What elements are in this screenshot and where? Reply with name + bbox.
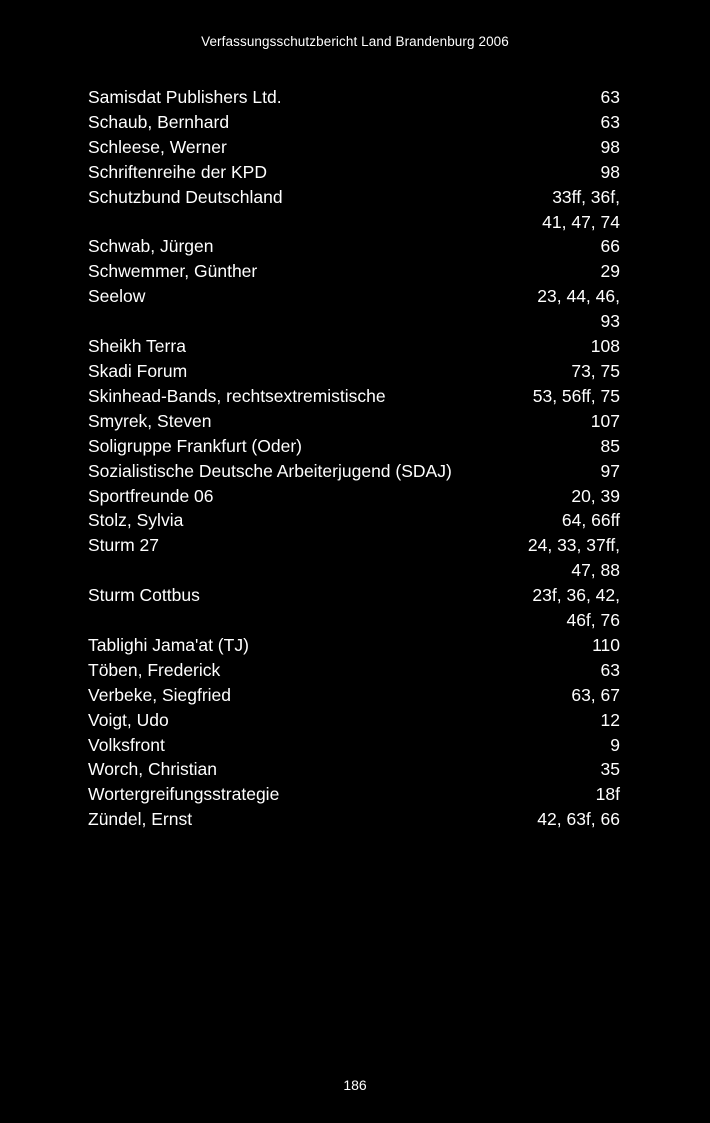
page-ref-line: 63 — [600, 659, 620, 680]
page-ref-line: 33ff, 36f, — [552, 186, 620, 207]
index-entry — [88, 284, 620, 334]
index-term: Worch, Christian — [88, 759, 218, 780]
index-term: Wortergreifungsstrategie — [88, 784, 280, 805]
index-term: Verbeke, Siegfried — [88, 684, 232, 705]
index-page-refs — [601, 160, 620, 185]
page-ref-line: 64, 66ff — [561, 510, 620, 531]
index-entry — [88, 782, 620, 807]
index-page-refs — [601, 757, 620, 782]
page-ref-line: 73, 75 — [571, 360, 620, 381]
index-list — [88, 85, 620, 832]
index-page-refs — [537, 807, 620, 832]
index-page-refs — [562, 508, 620, 533]
index-entry — [88, 434, 620, 459]
index-page-refs — [601, 658, 620, 683]
index-page-refs — [601, 110, 620, 135]
index-page-refs — [528, 533, 620, 583]
index-term: Sozialistische Deutsche Arbeiterjugend (SDAJ) — [88, 460, 452, 481]
index-entry — [88, 533, 620, 583]
index-entry — [88, 508, 620, 533]
index-term: Sheikh Terra — [88, 336, 186, 357]
page-ref-line: 20, 39 — [571, 485, 620, 506]
index-entry — [88, 409, 620, 434]
page-ref-line: 63, 67 — [571, 684, 620, 705]
page-ref-line: 53, 56ff, 75 — [532, 385, 620, 406]
index-page-refs — [601, 234, 620, 259]
index-term: Volksfront — [88, 734, 165, 755]
index-term: Schutzbund Deutschland — [88, 186, 283, 207]
index-page-refs — [533, 384, 620, 409]
index-term: Schriftenreihe der KPD — [88, 161, 267, 182]
page-ref-line: 98 — [600, 161, 620, 182]
page-ref-line: 47, 88 — [571, 560, 620, 581]
index-term: Zündel, Ernst — [88, 809, 193, 830]
index-entry — [88, 633, 620, 658]
index-page-refs — [601, 135, 620, 160]
index-page-refs — [601, 259, 620, 284]
page-ref-line: 46f, 76 — [566, 610, 620, 631]
index-entry — [88, 484, 620, 509]
index-page-refs — [592, 633, 620, 658]
index-entry — [88, 160, 620, 185]
index-term: Sturm 27 — [88, 535, 159, 556]
index-entry — [88, 757, 620, 782]
index-entry — [88, 708, 620, 733]
page-ref-line: 107 — [590, 410, 620, 431]
index-page-refs — [601, 434, 620, 459]
index-entry — [88, 334, 620, 359]
index-page-refs — [601, 459, 620, 484]
index-page-refs — [571, 484, 620, 509]
index-page-refs — [532, 583, 620, 633]
page-ref-line: 35 — [600, 759, 620, 780]
index-term: Smyrek, Steven — [88, 410, 212, 431]
page-ref-line: 98 — [600, 136, 620, 157]
index-term: Töben, Frederick — [88, 659, 221, 680]
index-term: Tablighi Jama'at (TJ) — [88, 634, 249, 655]
index-entry — [88, 733, 620, 758]
index-page-refs — [591, 409, 620, 434]
page-ref-line: 85 — [600, 435, 620, 456]
index-entry — [88, 583, 620, 633]
page-ref-line: 29 — [600, 261, 620, 282]
index-term: Skinhead-Bands, rechtsextremistische — [88, 385, 386, 406]
index-term: Sportfreunde 06 — [88, 485, 214, 506]
index-term: Samisdat Publishers Ltd. — [88, 87, 282, 107]
page-ref-line: 42, 63f, 66 — [537, 809, 620, 830]
index-entry — [88, 359, 620, 384]
page-number: 186 — [343, 1077, 367, 1093]
index-term: Schaub, Bernhard — [88, 111, 230, 132]
running-header: Verfassungsschutzbericht Land Brandenburg 2006 — [201, 34, 509, 49]
page-ref-line: 63 — [600, 87, 620, 107]
index-page-refs — [596, 782, 620, 807]
page-ref-line: 9 — [610, 734, 620, 755]
index-entry — [88, 234, 620, 259]
index-entry — [88, 683, 620, 708]
index-entry — [88, 185, 620, 235]
page-ref-line: 24, 33, 37ff, — [527, 535, 620, 556]
index-page-refs — [610, 733, 620, 758]
index-entry — [88, 384, 620, 409]
index-term: Schwemmer, Günther — [88, 261, 258, 282]
page-ref-line: 93 — [600, 311, 620, 332]
index-term: Seelow — [88, 286, 146, 307]
page-ref-line: 110 — [592, 634, 620, 655]
index-term: Soligruppe Frankfurt (Oder) — [88, 435, 302, 456]
index-page-refs — [601, 85, 620, 110]
page-ref-line: 23f, 36, 42, — [532, 585, 620, 606]
index-entry — [88, 135, 620, 160]
index-page-refs — [537, 284, 620, 334]
index-entry — [88, 259, 620, 284]
page-ref-line: 23, 44, 46, — [537, 286, 620, 307]
page-ref-line: 63 — [600, 111, 620, 132]
index-entry — [88, 807, 620, 832]
page-ref-line: 41, 47, 74 — [542, 211, 620, 232]
index-entry — [88, 459, 620, 484]
index-term: Stolz, Sylvia — [88, 510, 184, 531]
index-page-refs — [601, 708, 620, 733]
index-entry — [88, 110, 620, 135]
page-ref-line: 12 — [600, 709, 620, 730]
index-term: Sturm Cottbus — [88, 585, 200, 606]
index-page-refs — [571, 683, 620, 708]
index-term: Skadi Forum — [88, 360, 188, 381]
page-ref-line: 97 — [600, 460, 620, 481]
index-page-refs — [571, 359, 620, 384]
index-page-refs — [542, 185, 620, 235]
index-term: Schleese, Werner — [88, 136, 227, 157]
index-page-refs — [591, 334, 620, 359]
index-term: Schwab, Jürgen — [88, 236, 214, 257]
index-term: Voigt, Udo — [88, 709, 169, 730]
page-ref-line: 66 — [600, 236, 620, 257]
index-entry — [88, 658, 620, 683]
index-entry — [88, 85, 620, 110]
page-ref-line: 18f — [595, 784, 620, 805]
page-ref-line: 108 — [590, 336, 620, 357]
